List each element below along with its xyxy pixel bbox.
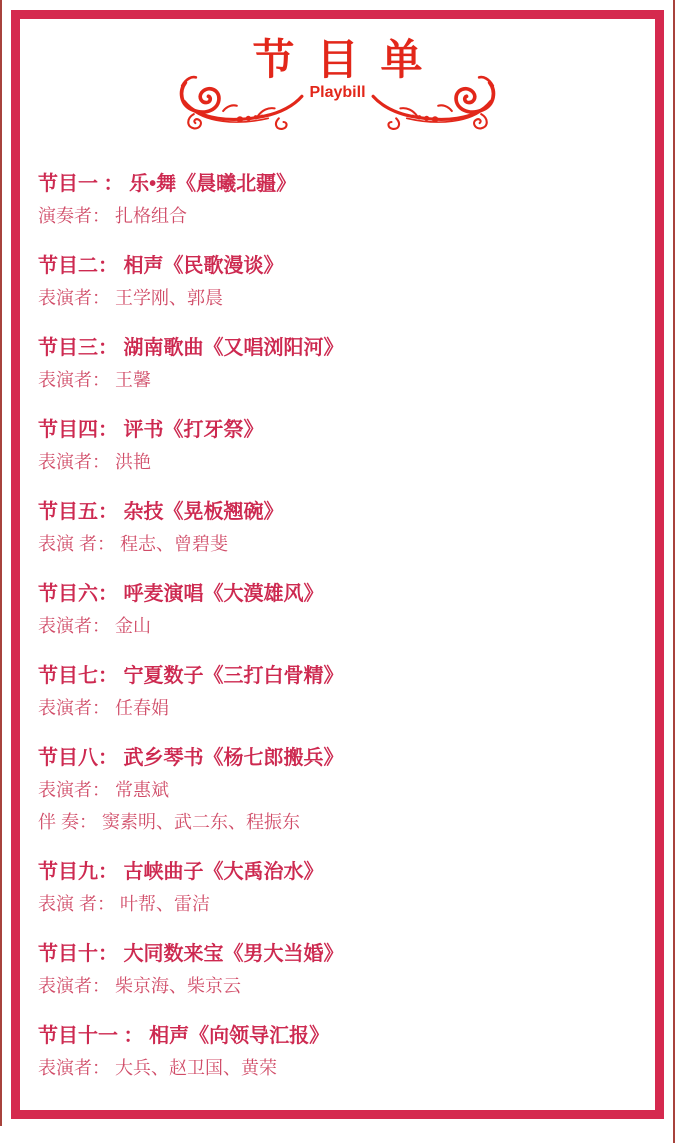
program-item <box>38 859 637 917</box>
program-performers-line: 表演者： 金山 <box>38 616 152 636</box>
page-title: 节目单 <box>252 36 445 83</box>
program-performers-line: 伴 奏： 窦素明、武二东、程振东 <box>38 812 301 832</box>
program-performers-line: 演奏者： 扎格组合 <box>38 206 188 226</box>
program-performers-line: 表演者： 柴京海、柴京云 <box>38 976 241 996</box>
program-performers-line: 表演 者： 叶帮、雷洁 <box>38 894 211 914</box>
program-title: 节目五： 杂技《晃板翘碗》 <box>38 501 284 523</box>
program-performers-line: 表演者： 王馨 <box>38 370 152 390</box>
program-title: 节目十： 大同数来宝《男大当婚》 <box>38 943 344 965</box>
program-performers-line: 表演者： 任春娟 <box>38 698 170 718</box>
program-performers-line: 表演者： 洪艳 <box>38 452 152 472</box>
program-title: 节目四： 评书《打牙祭》 <box>38 419 264 441</box>
floral-flourish-icon <box>178 71 304 131</box>
page-subtitle: Playbill <box>309 84 366 101</box>
program-title: 节目六： 呼麦演唱《大漠雄风》 <box>38 583 324 605</box>
outer-edge-line-left <box>0 0 2 1126</box>
program-list <box>20 171 655 1081</box>
program-title: 节目十一 ： 相声《向领导汇报》 <box>38 1025 330 1047</box>
playbill-header <box>20 38 655 102</box>
program-item <box>38 941 637 999</box>
program-item <box>38 745 637 835</box>
program-title: 节目九： 古峡曲子《大禹治水》 <box>38 861 324 883</box>
program-item <box>38 171 637 229</box>
program-item <box>38 499 637 557</box>
program-item <box>38 1023 637 1081</box>
program-title: 节目二： 相声《民歌漫谈》 <box>38 255 284 277</box>
program-item <box>38 417 637 475</box>
floral-flourish-mirrored-icon <box>371 71 497 131</box>
program-item <box>38 581 637 639</box>
program-performers-line: 表演 者： 程志、曾碧斐 <box>38 534 229 554</box>
program-item <box>38 663 637 721</box>
program-item <box>38 253 637 311</box>
program-item <box>38 335 637 393</box>
program-title: 节目一 ： 乐•舞《晨曦北疆》 <box>38 173 297 195</box>
program-title: 节目八： 武乡琴书《杨七郎搬兵》 <box>38 747 344 769</box>
playbill-content <box>20 19 655 1110</box>
program-performers-line: 表演者： 王学刚、郭晨 <box>38 288 223 308</box>
program-title: 节目七： 宁夏数子《三打白骨精》 <box>38 665 344 687</box>
program-title: 节目三： 湖南歌曲《又唱浏阳河》 <box>38 337 344 359</box>
program-performers-line: 表演者： 大兵、赵卫国、黄荣 <box>38 1058 277 1078</box>
program-performers-line: 表演者： 常惠斌 <box>38 780 170 800</box>
